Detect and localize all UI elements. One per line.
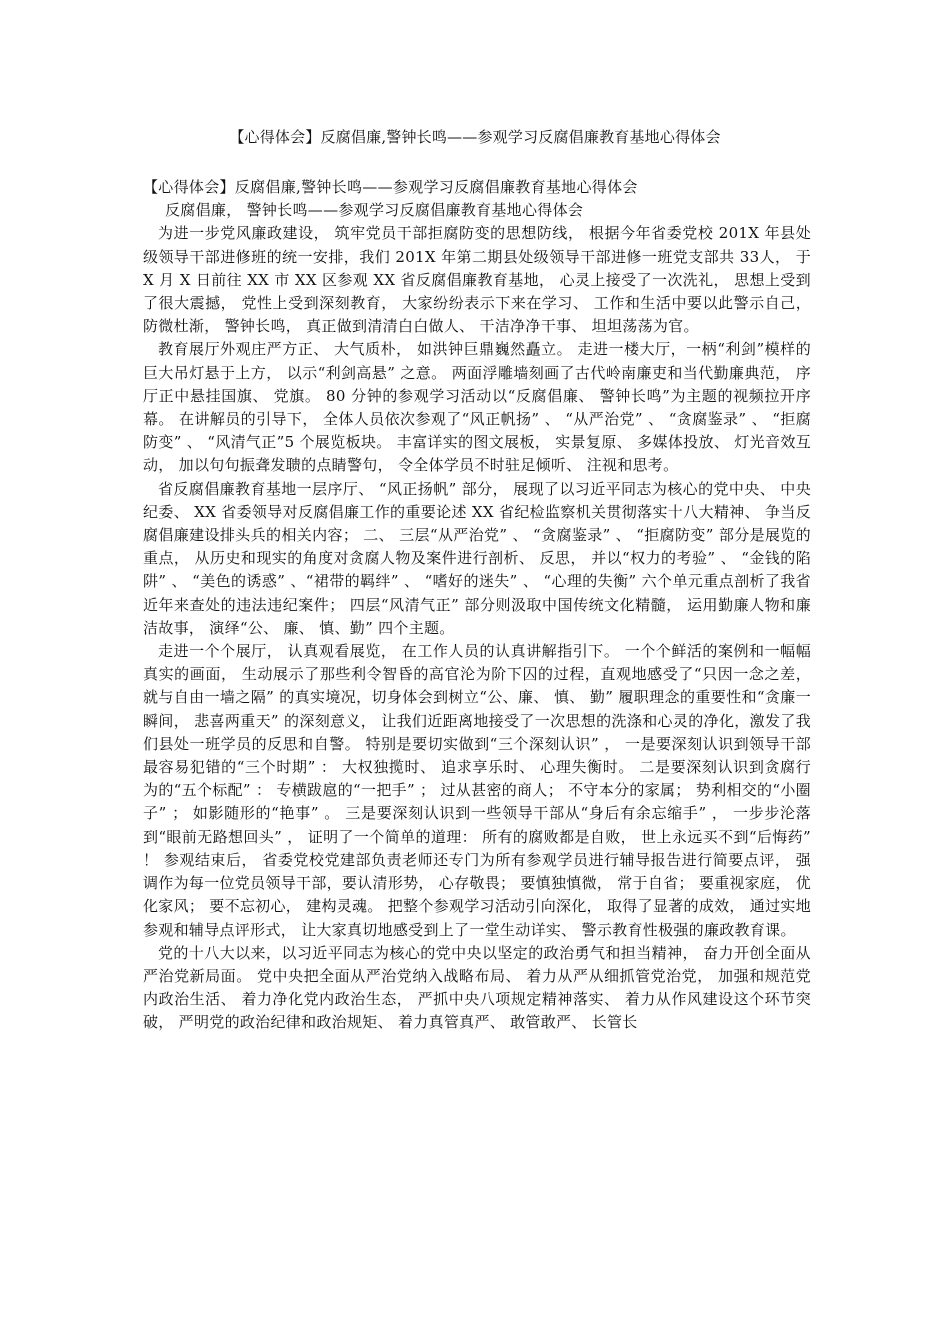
paragraph: 省反腐倡廉教育基地一层序厅、 “风正扬帆” 部分， 展现了以习近平同志为核心的党中央、 中央纪委、 XX 省委领导对反腐倡廉工作的重要论述 XX 省纪检监察机关贯彻落实十八大精神、 争当反腐倡廉建设排头兵的相关内容； 二、 三层“从严治党” 、 “贪腐鉴录” 、 “拒腐防变” 部分是展览的重点， 从历史和现实的角度对贪腐人物及案件进行剖析、 反思， 并以“权力的考验” 、 “金钱的陷阱” 、 “美色的诱惑” 、“裙带的羁绊” 、 “嗜好的迷失” 、 “心理的失衡” 六个单元重点剖析了我省近年来查处的违法违纪案件； 四层“风清气正” 部分则汲取中国传统文化精髓， 运用勤廉人物和廉洁故事， 演绎“公、 廉、 慎、勤” 四个主题。 [143,479,811,637]
paragraph: 党的十八大以来，以习近平同志为核心的党中央以坚定的政治勇气和担当精神， 奋力开创全面从严治党新局面。 党中央把全面从严治党纳入战略布局、 着力从严从细抓管党治党， 加强和规范党内政治生活、 着力净化党内政治生态， 严抓中央八项规定精神落实、 着力从作风建设这个环节突破， 严明党的政治纪律和政治规矩、 着力真管真严、 敢管敢严、 长管长 [143,943,811,1032]
page-title: 【心得体会】反腐倡廉,警钟长鸣——参观学习反腐倡廉教育基地心得体会 [229,128,721,146]
paragraph: 走进一个个展厅， 认真观看展览， 在工作人员的认真讲解指引下。 一个个鲜活的案例和一幅幅真实的画面， 生动展示了那些利令智昏的高官沦为阶下囚的过程，直观地感受了“只因一念之差，就与自由一墙之隔” 的真实境况，切身体会到树立“公、廉、 慎、 勤” 履职理念的重要性和“贪廉一瞬间， 悲喜两重天” 的深刻意义， 让我们近距离地接受了一次思想的洗涤和心灵的净化，激发了我们县处一班学员的反思和自警。 特别是要切实做到“三个深刻认识” ， 一是要深刻认识到领导干部最容易犯错的“三个时期” ： 大权独揽时、 追求享乐时、 心理失衡时。 二是要深刻认识到贪腐行为的“五个标配” ： 专横跋扈的“一把手” ； 过从甚密的商人； 不守本分的家属； 势利相交的“小圈子” ； 如影随形的“艳事” 。 三是要深刻认识到一些领导干部从“身后有余忘缩手” ， 一步步沦落到“眼前无路想回头” ， 证明了一个简单的道理： 所有的腐败都是自败， 世上永远买不到“后悔药” ！ 参观结束后， 省委党校党建部负责老师还专门为所有参观学员进行辅导报告进行简要点评， 强调作为每一位党员领导干部，要认清形势， 心存敬畏； 要慎独慎微， 常于自省； 要重视家庭， 优化家风； 要不忘初心， 建构灵魂。 把整个参观学习活动引向深化， 取得了显著的成效， 通过实地参观和辅导点评形式， 让大家真切地感受到上了一堂生动详实、 警示教育性极强的廉政教育课。 [143,642,811,939]
paragraph: 为进一步党风廉政建设， 筑牢党员干部拒腐防变的思想防线， 根据今年省委党校 201X 年县处级领导干部进修班的统一安排，我们 201X 年第二期县处级领导干部进修一班党支部共 33人， 于 X 月 X 日前往 XX 市 XX 区参观 XX 省反腐倡廉教育基地， 心灵上接受了一次洗礼， 思想上受到了很大震撼， 党性上受到深刻教育， 大家纷纷表示下来在学习、 工作和生活中要以此警示自己， 防微杜渐， 警钟长鸣， 真正做到清清白白做人、 干洁净净干事、 坦坦荡荡为官。 [143,224,811,336]
heading-line: 【心得体会】反腐倡廉,警钟长鸣——参观学习反腐倡廉教育基地心得体会 [143,178,638,196]
subtitle-line: 反腐倡廉， 警钟长鸣——参观学习反腐倡廉教育基地心得体会 [165,201,584,220]
paragraph: 教育展厅外观庄严方正、 大气质朴， 如洪钟巨鼎巍然矗立。 走进一楼大厅，一柄“利剑”模样的巨大吊灯悬于上方， 以示“利剑高悬” 之意。 两面浮雕墙刻画了古代岭南廉吏和当代勤廉典范， 序厅正中悬挂国旗、 党旗。 80 分钟的参观学习活动以“反腐倡廉、 警钟长鸣”为主题的视频拉开序幕。 在讲解员的引导下， 全体人员依次参观了“风正帆扬” 、 “从严治党” 、 “贪腐鉴录” 、 “拒腐防变” 、 “风清气正”5 个展览板块。 丰富详实的图文展板， 实景复原、 多媒体投放、 灯光音效互动， 加以句句振聋发聩的点睛警句， 令全体学员不时驻足倾听、 注视和思考。 [143,340,811,475]
document-body [143,176,811,1035]
